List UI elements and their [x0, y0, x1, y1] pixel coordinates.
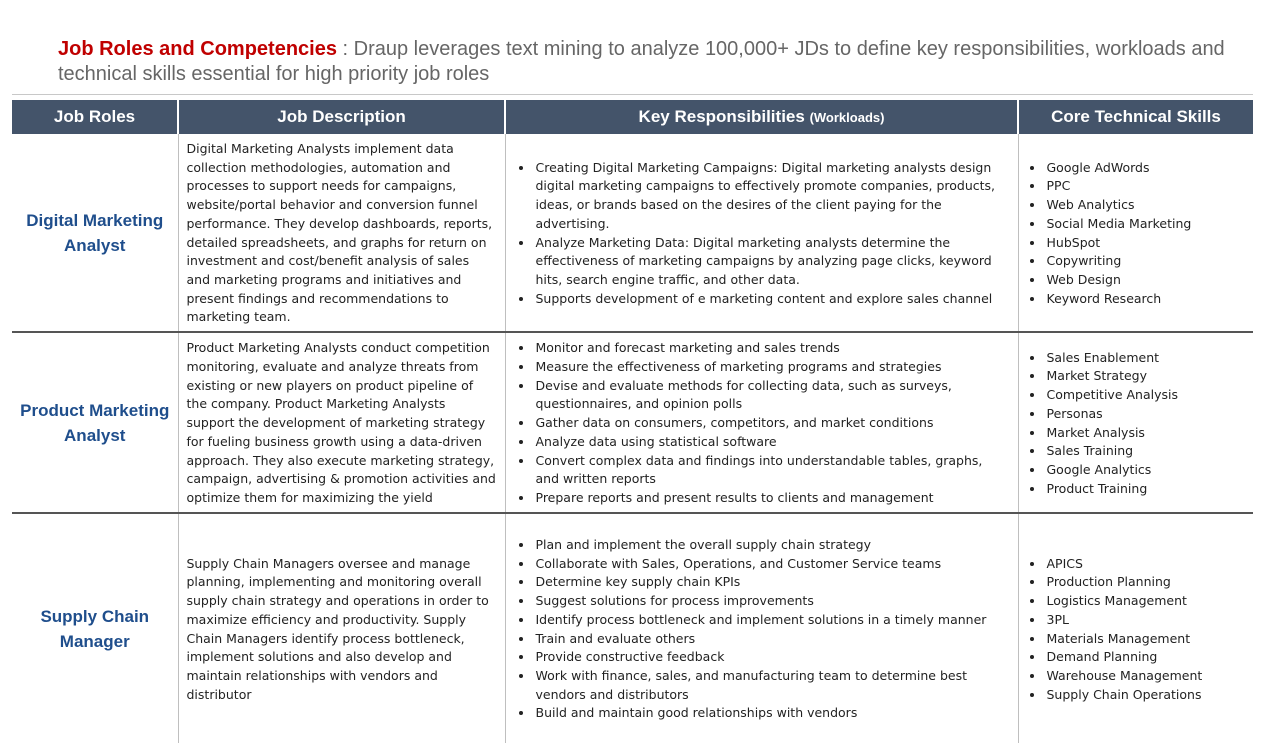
core-technical-skills [1018, 134, 1253, 332]
responsibility-item: • Identify process bottleneck and implement solutions in a timely manner [534, 611, 1008, 630]
table-row [12, 513, 1253, 743]
responsibility-item: • Supports development of e marketing content and explore sales channel [534, 290, 1008, 309]
table-row [12, 332, 1253, 513]
responsibility-item: • Devise and evaluate methods for collecting data, such as surveys, questionnaires, and opinion polls [534, 377, 1008, 414]
skill-item: • Google AdWords [1045, 159, 1246, 178]
skill-item: • 3PL [1045, 611, 1246, 630]
skill-list [1027, 159, 1246, 309]
skill-item: • Demand Planning [1045, 648, 1246, 667]
skill-item: • Materials Management [1045, 630, 1246, 649]
key-responsibilities [505, 513, 1018, 743]
page-header [58, 37, 1248, 87]
skill-item: • APICS [1045, 555, 1246, 574]
column-header-job-roles: Job Roles [12, 100, 178, 134]
responsibility-list [514, 339, 1008, 507]
page-subtitle: : Draup leverages text mining to analyze 100,000+ JDs to define key responsibilities, workloads and technical skills essential for high priority job roles [58, 38, 1225, 85]
skill-item: • Personas [1045, 405, 1246, 424]
job-role-name: Product Marketing Analyst [12, 332, 178, 513]
skill-list [1027, 349, 1246, 499]
skill-item: • Web Design [1045, 271, 1246, 290]
responsibility-item: • Analyze data using statistical software [534, 433, 1008, 452]
column-header-job-description: Job Description [178, 100, 505, 134]
responsibility-list [514, 536, 1008, 723]
skill-item: • Keyword Research [1045, 290, 1246, 309]
table-header-row [12, 100, 1253, 134]
responsibility-item: • Creating Digital Marketing Campaigns: Digital marketing analysts design digital marketing campaigns to effectively promote companies, products, ideas, or brands based on the desires of the client paying for the advertising. [534, 159, 1008, 234]
responsibility-item: • Train and evaluate others [534, 630, 1008, 649]
responsibility-list [514, 159, 1008, 309]
skill-item: • Warehouse Management [1045, 667, 1246, 686]
column-header-key-responsibilities [505, 100, 1018, 134]
skill-item: • Supply Chain Operations [1045, 686, 1246, 705]
responsibility-item: • Convert complex data and findings into understandable tables, graphs, and written reports [534, 452, 1008, 489]
core-technical-skills [1018, 513, 1253, 743]
responsibility-item: • Monitor and forecast marketing and sales trends [534, 339, 1008, 358]
skill-item: • Sales Enablement [1045, 349, 1246, 368]
competencies-table [12, 100, 1253, 743]
table-body [12, 134, 1253, 743]
responsibility-item: • Measure the effectiveness of marketing programs and strategies [534, 358, 1008, 377]
skill-item: • Logistics Management [1045, 592, 1246, 611]
skill-item: • Social Media Marketing [1045, 215, 1246, 234]
job-description: Product Marketing Analysts conduct competition monitoring, evaluate and analyze threats from existing or new players on product pipeline of the company. Product Marketing Analysts support the development of marketing strategy for fueling business growth using a data-driven approach. They also execute marketing strategy, campaign, advertising & promotion activities and optimize them for maximizing the yield [178, 332, 505, 513]
responsibility-item: • Determine key supply chain KPIs [534, 573, 1008, 592]
job-description: Digital Marketing Analysts implement data collection methodologies, automation and processes to support needs for campaigns, website/portal behavior and conversion funnel performance. They develop dashboards, reports, detailed spreadsheets, and graphs for return on investment and cost/benefit analysis of sales and marketing programs and initiatives and present findings and recommendations to marketing team. [178, 134, 505, 332]
column-header-workloads-note: (Workloads) [809, 110, 885, 125]
job-role-name: Digital Marketing Analyst [12, 134, 178, 332]
key-responsibilities [505, 134, 1018, 332]
responsibility-item: • Collaborate with Sales, Operations, and Customer Service teams [534, 555, 1008, 574]
skill-item: • Competitive Analysis [1045, 386, 1246, 405]
responsibility-item: • Plan and implement the overall supply chain strategy [534, 536, 1008, 555]
header-divider [12, 94, 1253, 95]
job-role-name: Supply Chain Manager [12, 513, 178, 743]
skill-item: • Google Analytics [1045, 461, 1246, 480]
key-responsibilities [505, 332, 1018, 513]
skill-item: • Market Analysis [1045, 424, 1246, 443]
core-technical-skills [1018, 332, 1253, 513]
skill-item: • Sales Training [1045, 442, 1246, 461]
responsibility-item: • Build and maintain good relationships with vendors [534, 704, 1008, 723]
responsibility-item: • Analyze Marketing Data: Digital marketing analysts determine the effectiveness of marketing campaigns by analyzing page clicks, keyword hits, search engine traffic, and other data. [534, 234, 1008, 290]
responsibility-item: • Gather data on consumers, competitors, and market conditions [534, 414, 1008, 433]
responsibility-item: • Work with finance, sales, and manufacturing team to determine best vendors and distributors [534, 667, 1008, 704]
table-row [12, 134, 1253, 332]
responsibility-item: • Prepare reports and present results to clients and management [534, 489, 1008, 508]
skill-item: • PPC [1045, 177, 1246, 196]
skill-item: • HubSpot [1045, 234, 1246, 253]
column-header-core-technical-skills: Core Technical Skills [1018, 100, 1253, 134]
job-description: Supply Chain Managers oversee and manage planning, implementing and monitoring overall supply chain strategy and operations in order to maximize efficiency and productivity. Supply Chain Managers identify process bottleneck, implement solutions and also develop and maintain relationships with vendors and distributor [178, 513, 505, 743]
responsibility-item: • Provide constructive feedback [534, 648, 1008, 667]
skill-list [1027, 555, 1246, 705]
skill-item: • Copywriting [1045, 252, 1246, 271]
skill-item: • Product Training [1045, 480, 1246, 499]
responsibility-item: • Suggest solutions for process improvements [534, 592, 1008, 611]
column-header-key-responsibilities-label: Key Responsibilities [638, 107, 805, 126]
page-title: Job Roles and Competencies [58, 38, 337, 60]
skill-item: • Market Strategy [1045, 367, 1246, 386]
skill-item: • Production Planning [1045, 573, 1246, 592]
skill-item: • Web Analytics [1045, 196, 1246, 215]
